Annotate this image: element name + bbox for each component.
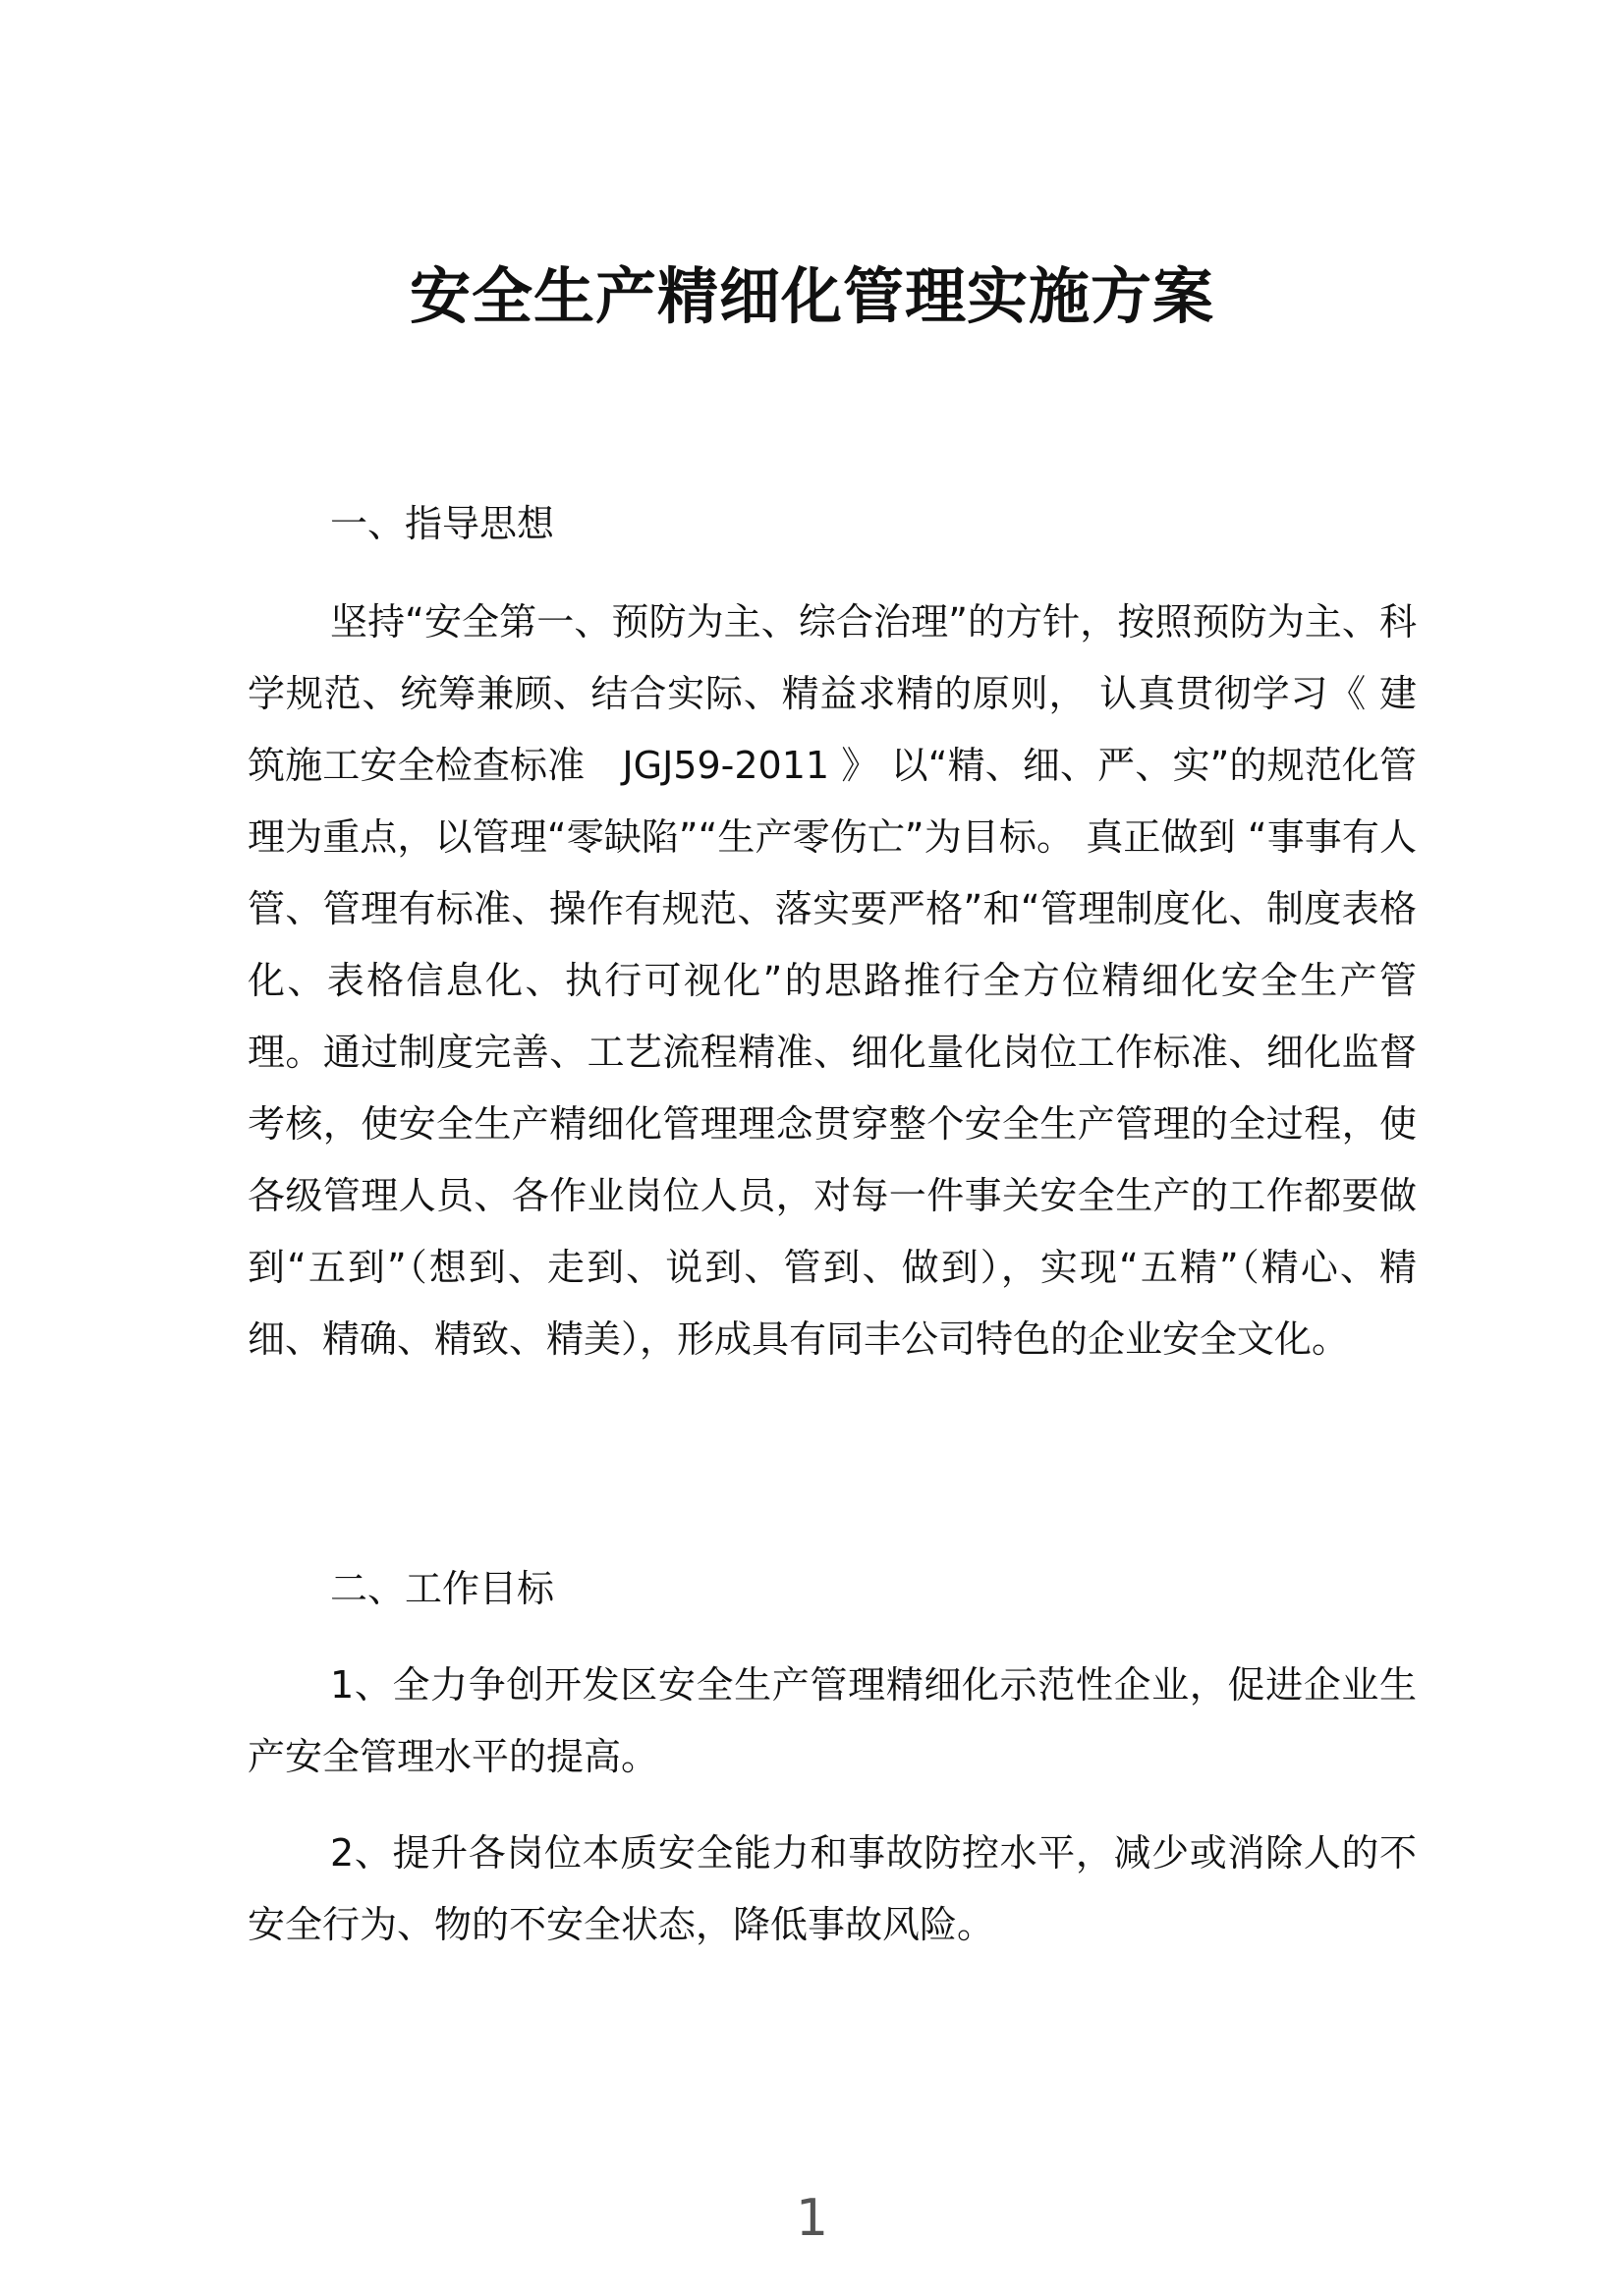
document-title: 安全生产精细化管理实施方案: [409, 260, 1214, 332]
section-heading-guiding-ideology: 一、指导思想: [330, 502, 555, 545]
paragraph-goal-2: 2、提升各岗位本质安全能力和事故防控水平，减少或消除人的不安全行为、物的不安全状态，降低事故风险。: [248, 1831, 1417, 1946]
section-heading-work-goals: 二、工作目标: [330, 1567, 555, 1610]
paragraph-goal-1: 1、全力争创开发区安全生产管理精细化示范性企业，促进企业生产安全管理水平的提高。: [248, 1663, 1417, 1778]
page-number: 1: [795, 2189, 829, 2248]
paragraph-guiding-ideology: 坚持“安全第一、预防为主、综合治理”的方针，按照预防为主、科学规范、统筹兼顾、结合实际、精益求精的原则， 认真贯彻学习《 建筑施工安全检查标准 JGJ59-2011 》 以“精、细、严、实”的规范化管理为重点，以管理“零缺陷”“生产零伤亡”为目标。 真正做到 “事事有人管、管理有标准、操作有规范、落实要严格”和“管理制度化、制度表格化、表格信息化、执行可视化”的思路推行全方位精细化安全生产管理。通过制度完善、工艺流程精准、细化量化岗位工作标准、细化监督考核，使安全生产精细化管理理念贯穿整个安全生产管理的全过程，使各级管理人员、各作业岗位人员，对每一件事关安全生产的工作都要做到“五到”（想到、走到、说到、管到、做到），实现“五精”（精心、精细、精确、精致、精美），形成具有同丰公司特色的企业安全文化。: [248, 600, 1417, 1361]
